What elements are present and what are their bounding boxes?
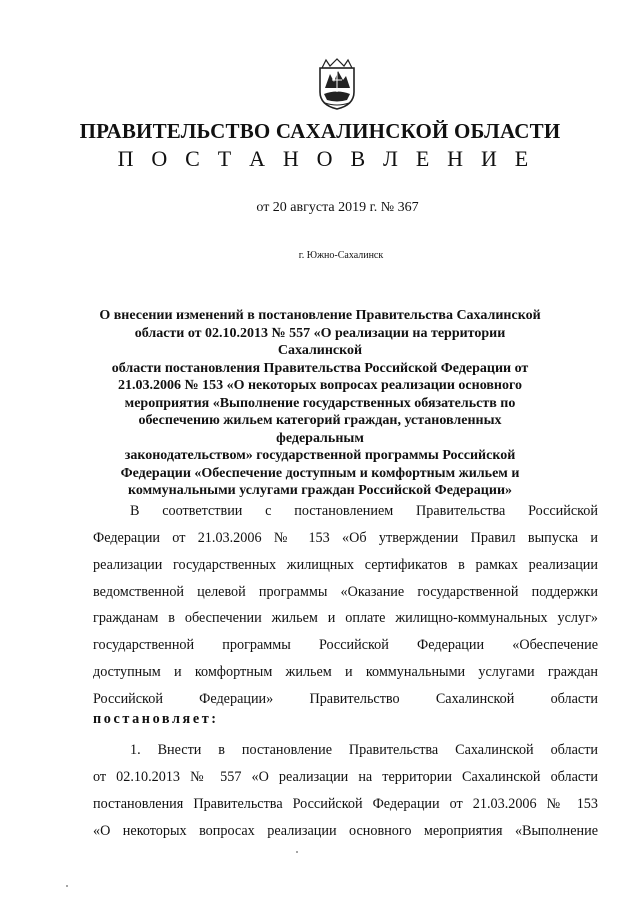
scan-speck bbox=[296, 851, 298, 853]
paragraph-line: доступным и комфортным жильем и коммунальными услугами граждан bbox=[93, 664, 598, 681]
resolves-word: постановляет: bbox=[93, 711, 219, 727]
preamble-paragraph bbox=[93, 498, 598, 713]
subject-line: мероприятия «Выполнение государственных обязательств по bbox=[124, 395, 516, 411]
government-name: ПРАВИТЕЛЬСТВО САХАЛИНСКОЙ ОБЛАСТИ bbox=[79, 119, 561, 143]
subject-line: области постановления Правительства Российской Федерации от bbox=[111, 360, 529, 376]
paragraph-line: ведомственной целевой программы «Оказание государственной поддержки bbox=[93, 583, 598, 600]
item-1-paragraph bbox=[93, 737, 598, 844]
paragraph-line: постановления Правительства Российской Федерации от 21.03.2006 № 153 bbox=[93, 795, 598, 812]
coat-of-arms-icon bbox=[318, 58, 356, 110]
document-subject bbox=[95, 307, 545, 500]
subject-line: обеспечению жильем категорий граждан, установленных федеральным bbox=[138, 413, 502, 446]
paragraph-line: гражданам в обеспечении жильем и оплате жилищно-коммунальных услуг» bbox=[93, 610, 598, 627]
subject-line: О внесении изменений в постановление Правительства Сахалинской bbox=[99, 308, 541, 323]
paragraph-line: «О некоторых вопросах реализации основного мероприятия «Выполнение bbox=[93, 822, 598, 839]
subject-line: коммунальными услугами граждан Российской Федерации» bbox=[127, 483, 513, 498]
subject-line: Федерации «Обеспечение доступным и комфортным жильем и bbox=[120, 465, 520, 481]
document-city: г. Южно-Сахалинск bbox=[298, 250, 384, 261]
subject-line: области от 02.10.2013 № 557 «О реализации на территории Сахалинской bbox=[134, 325, 506, 358]
scan-speck bbox=[66, 885, 68, 887]
subject-line: законодательством» государственной программы Российской bbox=[124, 448, 516, 463]
paragraph-line: Российской Федерации» Правительство Сахалинской области bbox=[93, 690, 598, 707]
paragraph-line: В соответствии с постановлением Правительства Российской bbox=[130, 503, 598, 519]
paragraph-line: государственной программы Российской Федерации «Обеспечение bbox=[93, 637, 598, 654]
document-date-number: от 20 августа 2019 г. № 367 bbox=[256, 200, 419, 215]
paragraph-line: от 02.10.2013 № 557 «О реализации на территории Сахалинской области bbox=[93, 768, 598, 785]
paragraph-line: Федерации от 21.03.2006 № 153 «Об утверждении Правил выпуска и bbox=[93, 529, 598, 546]
document-type: П О С Т А Н О В Л Е Н И Е bbox=[117, 146, 535, 171]
paragraph-line: реализации государственных жилищных сертификатов в рамках реализации bbox=[93, 556, 598, 573]
paragraph-line: 1. Внести в постановление Правительства Сахалинской области bbox=[130, 742, 598, 758]
subject-line: 21.03.2006 № 153 «О некоторых вопросах реализации основного bbox=[118, 378, 522, 393]
